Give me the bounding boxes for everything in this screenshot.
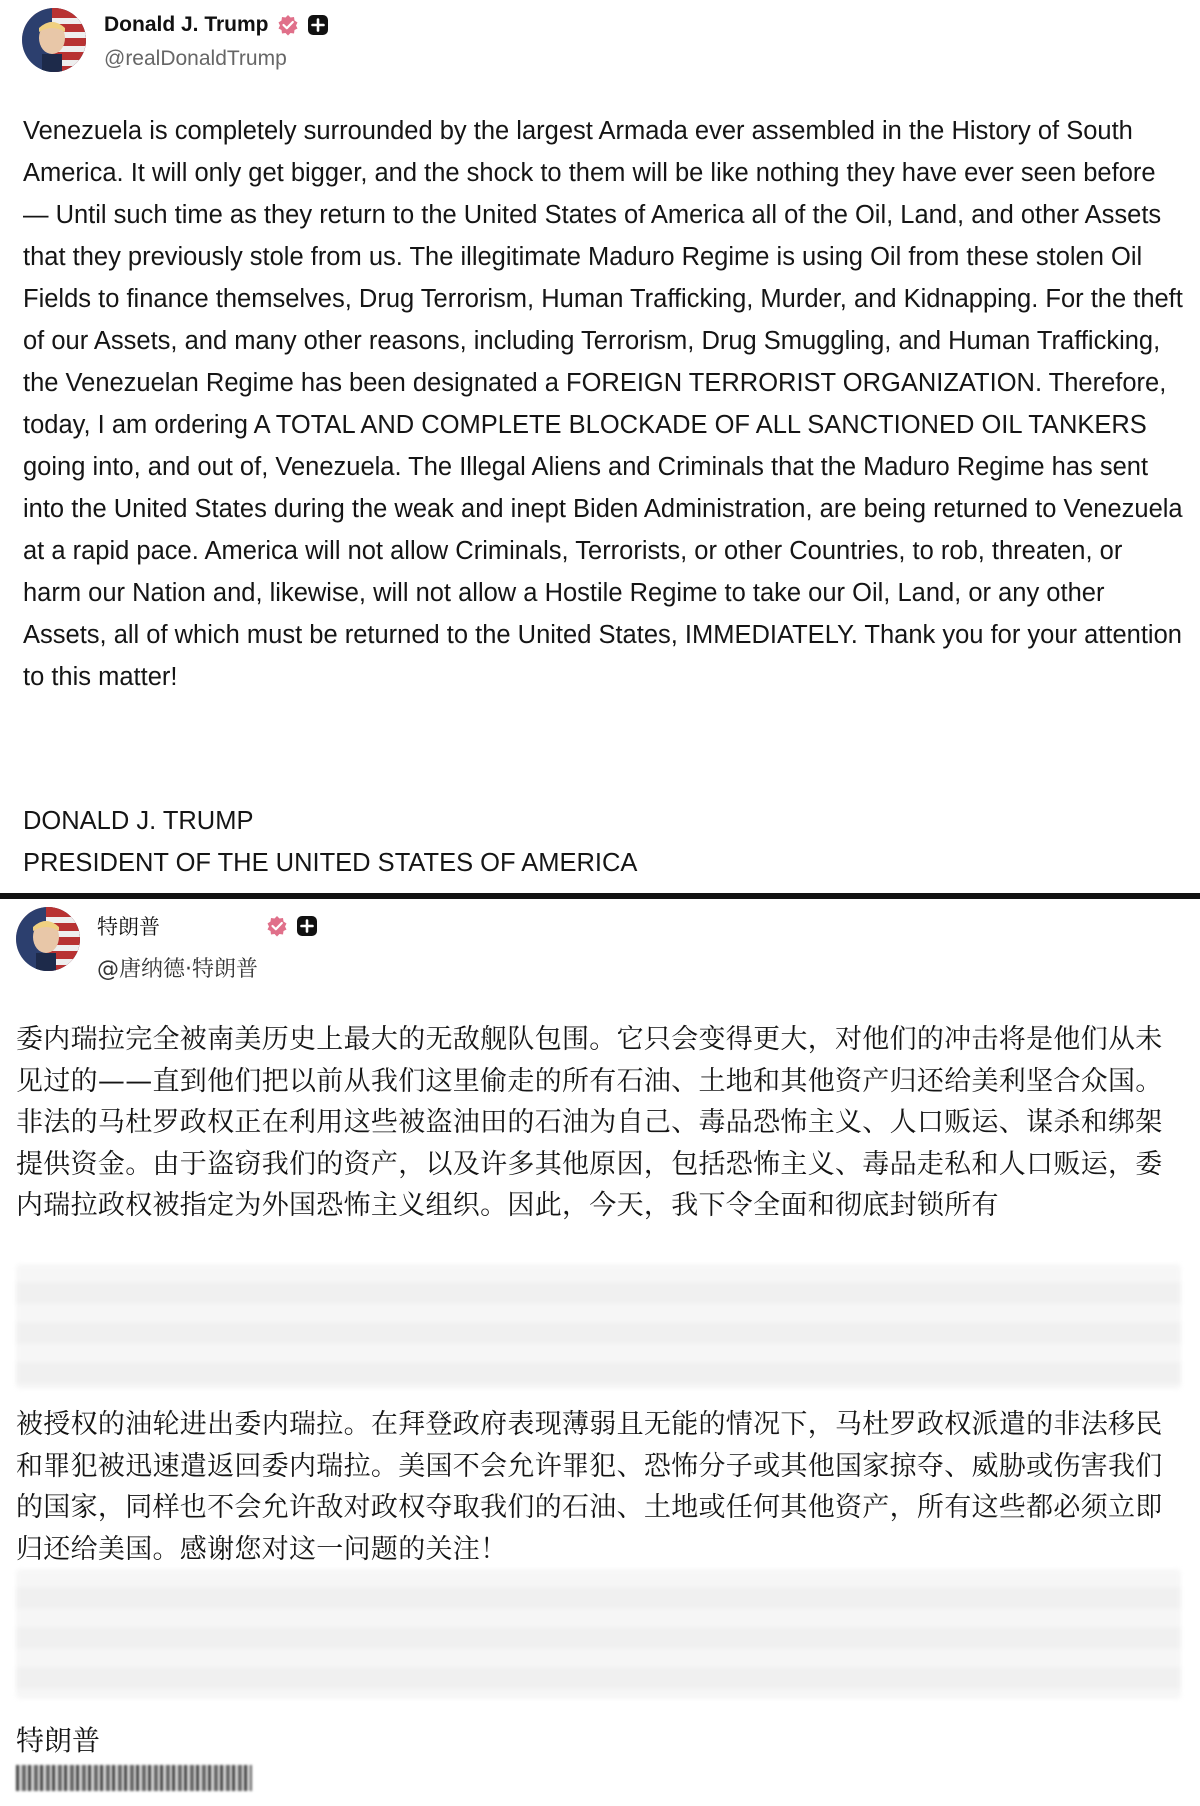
plus-badge-icon	[307, 14, 329, 36]
avatar[interactable]	[16, 907, 80, 971]
verified-badge-icon	[277, 14, 299, 36]
chinese-post-panel	[0, 899, 1200, 1806]
blurred-region	[16, 1569, 1181, 1699]
english-post-panel	[0, 0, 1200, 893]
post-body-part2: 被授权的油轮进出委内瑞拉。在拜登政府表现薄弱且无能的情况下，马杜罗政权派遣的非法移民和罪犯被迅速遣返回委内瑞拉。美国不会允许罪犯、恐怖分子或其他国家掠夺、威胁或伤害我们的国家，同样也不会允许敌对政权夺取我们的石油、土地或任何其他资产，所有这些都必须立即归还给美国。感谢您对这一问题的关注！	[16, 1409, 1163, 1565]
post-body: Venezuela is completely surrounded by the largest Armada ever assembled in the History of South America. It will only get bigger, and the shock to them will be like nothing they have ever seen before — Until such time as they return to the United States of America all of the Oil, Land, and other Assets that they previously stole from us. The illegitimate Maduro Regime is using Oil from these stolen Oil Fields to finance themselves, Drug Terrorism, Human Trafficking, Murder, and Kidnapping. For the theft of our Assets, and many other reasons, including Terrorism, Drug Smuggling, and Human Trafficking, the Venezuelan Regime has been designated a FOREIGN TERRORIST ORGANIZATION. Therefore, today, I am ordering A TOTAL AND COMPLETE BLOCKADE OF ALL SANCTIONED OIL TANKERS going into, and out of, Venezuela. The Illegal Aliens and Criminals that the Maduro Regime has sent into the United States during the weak and inept Biden Administration, are being returned to Venezuela at a rapid pace. America will not allow Criminals, Terrorists, or other Countries, to rob, threaten, or harm our Nation and, likewise, will not allow a Hostile Regime to take our Oil, Land, or any other Assets, all of which must be returned to the United States, IMMEDIATELY. Thank you for your attention to this matter!	[23, 117, 1183, 691]
redacted-signature-title	[16, 1765, 252, 1791]
blurred-region	[16, 1264, 1181, 1389]
plus-badge-icon	[296, 915, 318, 937]
display-name[interactable]: Donald J. Trump	[104, 13, 269, 36]
avatar-image-icon	[22, 8, 86, 72]
display-name[interactable]: 特朗普	[97, 915, 160, 939]
avatar[interactable]	[22, 8, 86, 72]
verified-badge-icon	[266, 915, 288, 937]
signature-title: PRESIDENT OF THE UNITED STATES OF AMERICA	[23, 849, 638, 877]
user-handle[interactable]: @realDonaldTrump	[104, 47, 287, 70]
signature-name: DONALD J. TRUMP	[23, 807, 254, 835]
post-body-part1: 委内瑞拉完全被南美历史上最大的无敌舰队包围。它只会变得更大，对他们的冲击将是他们从未见过的——直到他们把以前从我们这里偷走的所有石油、土地和其他资产归还给美利坚合众国。非法的马杜罗政权正在利用这些被盗油田的石油为自己、毒品恐怖主义、人口贩运、谋杀和绑架提供资金。由于盗窃我们的资产，以及许多其他原因，包括恐怖主义、毒品走私和人口贩运，委内瑞拉政权被指定为外国恐怖主义组织。因此，今天，我下令全面和彻底封锁所有	[16, 1024, 1163, 1221]
name-row	[104, 13, 329, 37]
user-handle[interactable]: @唐纳德·特朗普	[97, 957, 258, 982]
avatar-image-icon	[16, 907, 80, 971]
name-row	[97, 911, 318, 941]
signature-name: 特朗普	[16, 1724, 101, 1757]
